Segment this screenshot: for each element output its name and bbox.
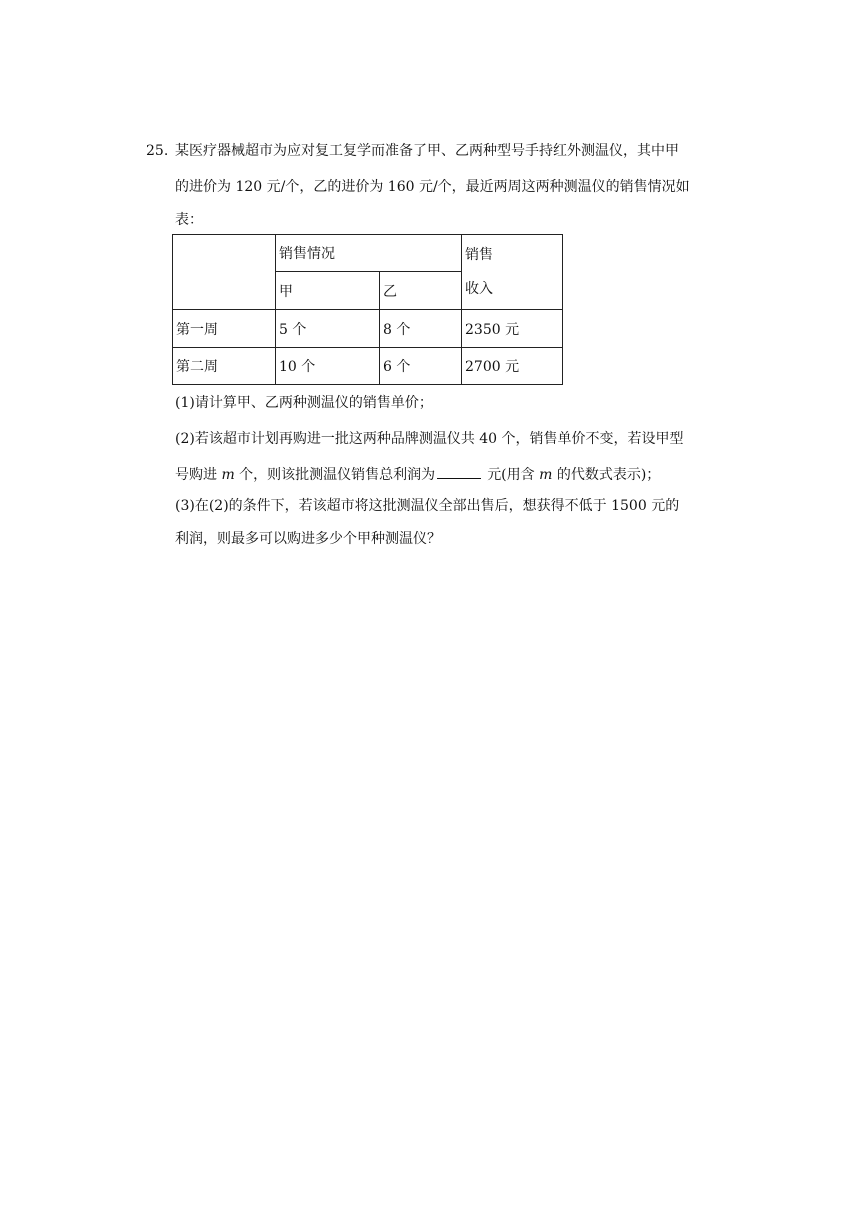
header-income-line-2: 收入 <box>465 281 493 297</box>
cell-income: 2350 元 <box>462 310 563 348</box>
part-3-line-1: (3)在(2)的条件下，若该超市将这批测温仪全部出售后，想获得不低于 1500 元的 <box>175 498 680 514</box>
cell-type-b: 8 个 <box>380 310 462 348</box>
sales-table <box>172 234 563 385</box>
header-income-line-1: 销售 <box>465 247 493 263</box>
part-2-text-a: 号购进 <box>175 467 222 483</box>
cell-type-b: 6 个 <box>380 348 462 385</box>
header-sales-income <box>462 235 563 310</box>
table-row <box>173 235 563 272</box>
answer-blank[interactable] <box>437 464 481 479</box>
variable-m: m <box>539 467 553 483</box>
part-2-line-2 <box>175 464 660 484</box>
row-label: 第一周 <box>173 310 276 348</box>
question-number: 25. <box>146 143 169 159</box>
part-2-text-b: 个，则该批测温仪销售总利润为 <box>234 467 436 483</box>
variable-m: m <box>221 467 235 483</box>
cell-type-a: 5 个 <box>276 310 380 348</box>
part-2-text-d: 的代数式表示)； <box>552 467 661 483</box>
header-sales-situation: 销售情况 <box>276 235 462 272</box>
stem-line-2: 的进价为 120 元/个，乙的进价为 160 元/个，最近两周这两种测温仪的销售情况如 <box>175 179 690 195</box>
part-2-line-1: (2)若该超市计划再购进一批这两种品牌测温仪共 40 个，销售单价不变，若设甲型 <box>175 431 684 447</box>
row-label: 第二周 <box>173 348 276 385</box>
stem-line-1: 某医疗器械超市为应对复工复学而准备了甲、乙两种型号手持红外测温仪，其中甲 <box>175 143 679 159</box>
cell-type-a: 10 个 <box>276 348 380 385</box>
table-row <box>173 310 563 348</box>
header-type-b: 乙 <box>380 272 462 310</box>
part-2-text-c: 元(用含 <box>487 467 540 483</box>
part-1: (1)请计算甲、乙两种测温仪的销售单价； <box>175 395 433 411</box>
table-row <box>173 348 563 385</box>
header-type-a: 甲 <box>276 272 380 310</box>
part-3-line-2: 利润，则最多可以购进多少个甲种测温仪？ <box>175 531 441 547</box>
cell-income: 2700 元 <box>462 348 563 385</box>
stem-line-3: 表： <box>175 212 203 228</box>
table-corner-cell <box>173 235 276 310</box>
